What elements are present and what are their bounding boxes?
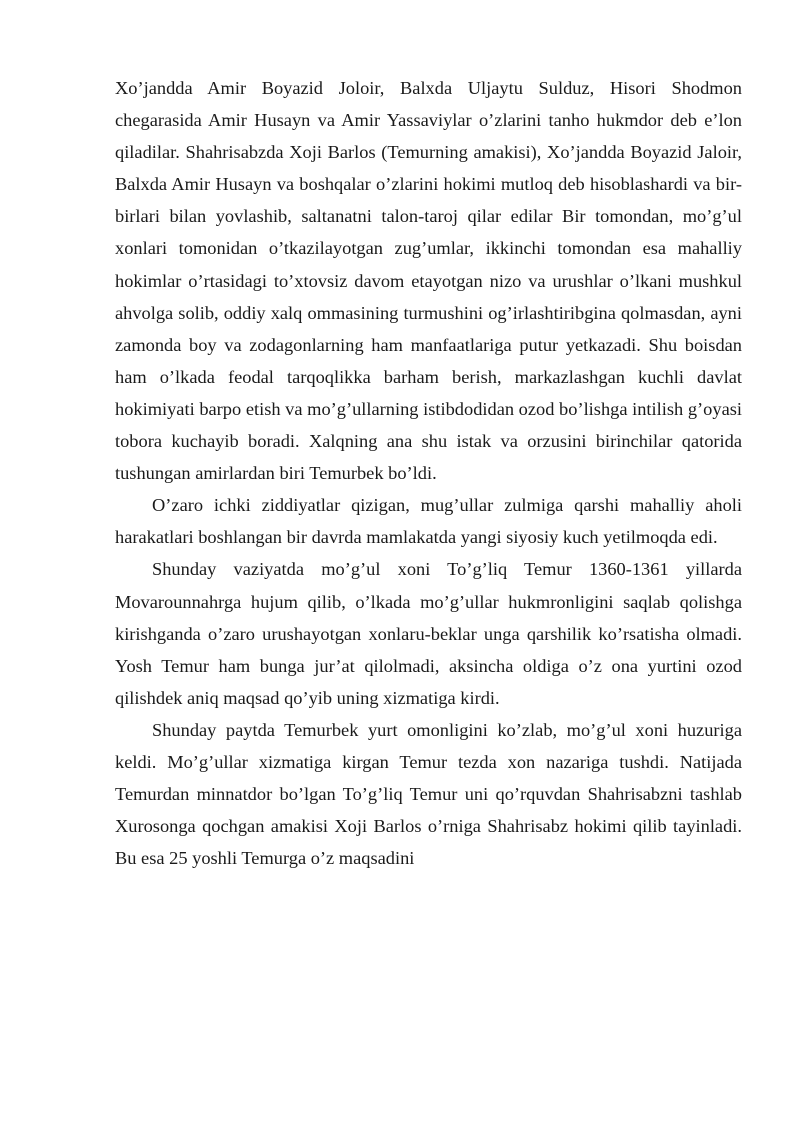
document-page bbox=[115, 72, 742, 874]
paragraph-2: O’zaro ichki ziddiyatlar qizigan, mug’ullar zulmiga qarshi mahalliy aholi harakatlari boshlangan bir davrda mamlakatda yangi siyosiy kuch yetilmoqda edi. bbox=[115, 495, 742, 548]
paragraph-3: Shunday vaziyatda mo’g’ul xoni To’g’liq Temur 1360-1361 yillarda Movarounnahrga hujum qilib, o’lkada mo’g’ullar hukmronligini saqlab qolishga kirishganda o’zaro urushayotgan xonlaru-beklar unga qarshilik ko’rsatisha olmadi. Yosh Temur ham bunga jur’at qilolmadi, aksincha oldiga o’z ona yurtini ozod qilishdek aniq maqsad qo’yib uning xizmatiga kirdi. bbox=[115, 559, 742, 708]
paragraph-4: Shunday paytda Temurbek yurt omonligini ko’zlab, mo’g’ul xoni huzuriga keldi. Mo’g’ullar xizmatiga kirgan Temur tezda xon nazariga tushdi. Natijada Temurdan minnatdor bo’lgan To’g’liq Temur uni qo’rquvdan Shahrisabzni tashlab Xurosonga qochgan amakisi Xoji Barlos o’rniga Shahrisabz hokimi qilib tayinladi. Bu esa 25 yoshli Temurga o’z maqsadini bbox=[115, 719, 742, 869]
paragraph-1: Xo’jandda Amir Boyazid Joloir, Balxda Uljaytu Sulduz, Hisori Shodmon chegarasida Amir Husayn va Amir Yassaviylar o’zlarini tanho hukmdor deb e’lon qiladilar. Shahrisabzda Xoji Barlos (Temurning amakisi), Xo’jandda Boyazid Jaloir, Balxda Amir Husayn va boshqalar o’zlarini hokimi mutloq deb hisoblashardi va bir-birlari bilan yovlashib, saltanatni talon-taroj qilar edilar Bir tomondan, mo’g’ul xonlari tomonidan o’tkazilayotgan zug’umlar, ikkinchi tomondan esa mahalliy hokimlar o’rtasidagi to’xtovsiz davom etayotgan nizo va urushlar o’lkani mushkul ahvolga solib, oddiy xalq ommasining turmushini og’irlashtiribgina qolmasdan, ayni zamonda boy va zodagonlarning ham manfaatlariga putur yetkazadi. Shu boisdan ham o’lkada feodal tarqoqlikka barham berish, markazlashgan kuchli davlat hokimiyati barpo etish va mo’g’ullarning istibdodidan ozod bo’lishga intilish g’oyasi tobora kuchayib boradi. Xalqning ana shu istak va orzusini birinchilar qatorida tushungan amirlardan biri Temurbek bo’ldi. bbox=[115, 78, 742, 484]
